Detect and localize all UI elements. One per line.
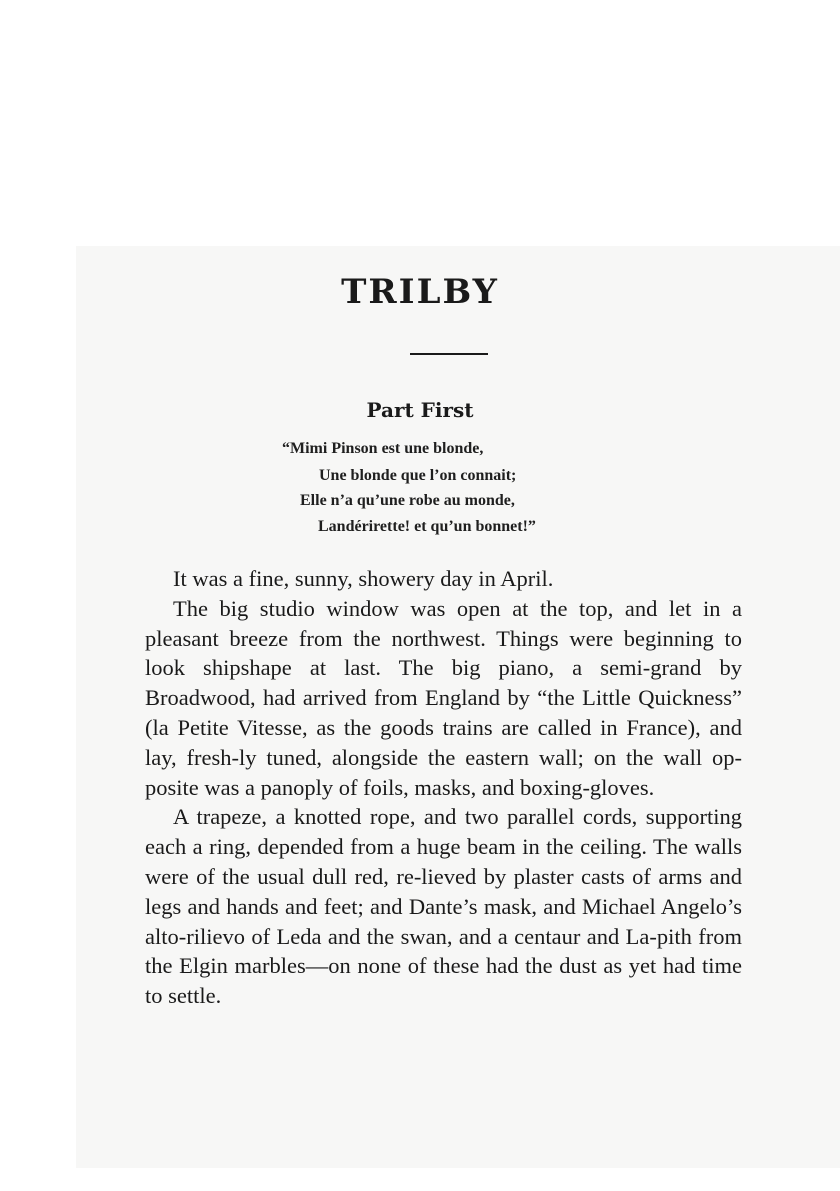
book-title: TRILBY bbox=[341, 272, 499, 312]
epigraph-line: Elle n’a qu’une robe au monde, bbox=[300, 492, 515, 509]
paragraph: A trapeze, a knotted rope, and two parallel cords, supporting each a ring, depended from a huge beam in the ceiling. The walls were of the usual dull red, re-lieved by plaster casts of arms and legs and hands and feet; and Dante’s mask, and Michael Angelo’s alto-rilievo of Leda and the swan, and a centaur and La-pith from the Elgin marbles—on none of these had the dust as yet had time to settle. bbox=[145, 804, 742, 1009]
body-text bbox=[145, 564, 742, 1011]
paragraph: The big studio window was open at the top, and let in a pleasant breeze from the northwest. Things were beginning to look shipshape at last. The big piano, a semi-grand by Broadwood, had arrived from England by “the Little Quickness” (la Petite Vitesse, as the goods trains are called in France), and lay, fresh-ly tuned, alongside the eastern wall; on the wall op-posite was a panoply of foils, masks, and boxing-gloves. bbox=[145, 595, 742, 800]
part-heading: Part First bbox=[366, 398, 474, 422]
epigraph-line: Landérirette! et qu’un bonnet!” bbox=[318, 518, 536, 535]
epigraph-line: Une blonde que l’on connait; bbox=[319, 467, 517, 484]
epigraph-line: “Mimi Pinson est une blonde, bbox=[282, 440, 484, 457]
paragraph: It was a fine, sunny, showery day in April. bbox=[173, 566, 554, 591]
title-rule bbox=[410, 353, 488, 355]
